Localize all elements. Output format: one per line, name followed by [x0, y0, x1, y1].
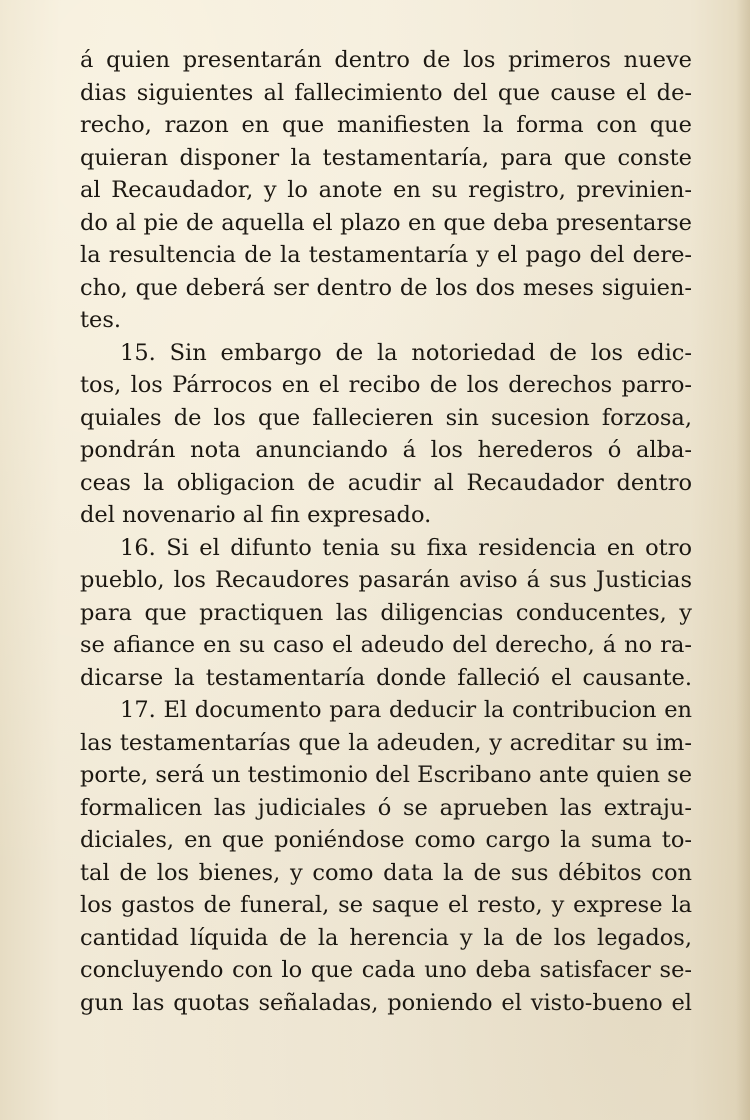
- text-line: cho, que deberá ser dentro de los dos meses siguien-: [80, 274, 692, 301]
- text-line: quiales de los que fallecieren sin sucesion forzosa,: [80, 404, 692, 431]
- text-line: concluyendo con lo que cada uno deba satisfacer se-: [80, 957, 692, 983]
- text-line: gun las quotas señaladas, poniendo el visto-bueno el: [80, 989, 692, 1016]
- text-line: al Recaudador, y lo anote en su registro, previnien-: [80, 177, 692, 203]
- text-line: dicarse la testamentaría donde falleció el causante.: [80, 664, 692, 691]
- text-line: pondrán nota anunciando á los herederos ó alba-: [80, 437, 692, 463]
- text-line: quieran disponer la testamentaría, para que conste: [80, 144, 692, 171]
- paragraph-15-start: 15. Sin embargo de la notoriedad de los edic-: [120, 339, 692, 366]
- text-line: ceas la obligacion de acudir al Recaudador dentro: [80, 469, 692, 496]
- text-line: las testamentarías que la adeuden, y acreditar su im-: [80, 729, 692, 756]
- text-line: dias siguientes al fallecimiento del que cause el de-: [80, 79, 692, 106]
- text-line: del novenario al fin expresado.: [80, 502, 432, 528]
- text-line: diciales, en que poniéndose como cargo la suma to-: [80, 827, 692, 853]
- text-line: formalicen las judiciales ó se aprueben las extraju-: [80, 794, 692, 821]
- text-line: do al pie de aquella el plazo en que deba presentarse: [80, 209, 692, 236]
- text-line: tos, los Párrocos en el recibo de los derechos parro-: [80, 372, 692, 398]
- text-line: tes.: [80, 307, 122, 333]
- text-line: los gastos de funeral, se saque el resto, y exprese la: [80, 892, 692, 918]
- paragraph-16-start: 16. Si el difunto tenia su fixa residencia en otro: [120, 534, 692, 561]
- text-line: á quien presentarán dentro de los primeros nueve: [80, 47, 692, 73]
- text-line: porte, será un testimonio del Escribano ante quien se: [80, 762, 693, 788]
- paragraph-17-start: 17. El documento para deducir la contribucion en: [120, 697, 692, 723]
- text-line: se afiance en su caso el adeudo del derecho, á no ra-: [80, 632, 692, 658]
- text-line: tal de los bienes, y como data la de sus débitos con: [80, 859, 692, 886]
- page-edge-shadow: [736, 0, 750, 1120]
- text-line: pueblo, los Recaudores pasarán aviso á sus Justicias: [80, 567, 692, 593]
- text-line: la resultencia de la testamentaría y el pago del dere-: [80, 242, 692, 268]
- body-text: [80, 44, 692, 1019]
- text-line: para que practiquen las diligencias conducentes, y: [80, 599, 692, 626]
- text-line: recho, razon en que manifiesten la forma con que: [80, 112, 692, 138]
- text-line: cantidad líquida de la herencia y la de los legados,: [80, 924, 692, 951]
